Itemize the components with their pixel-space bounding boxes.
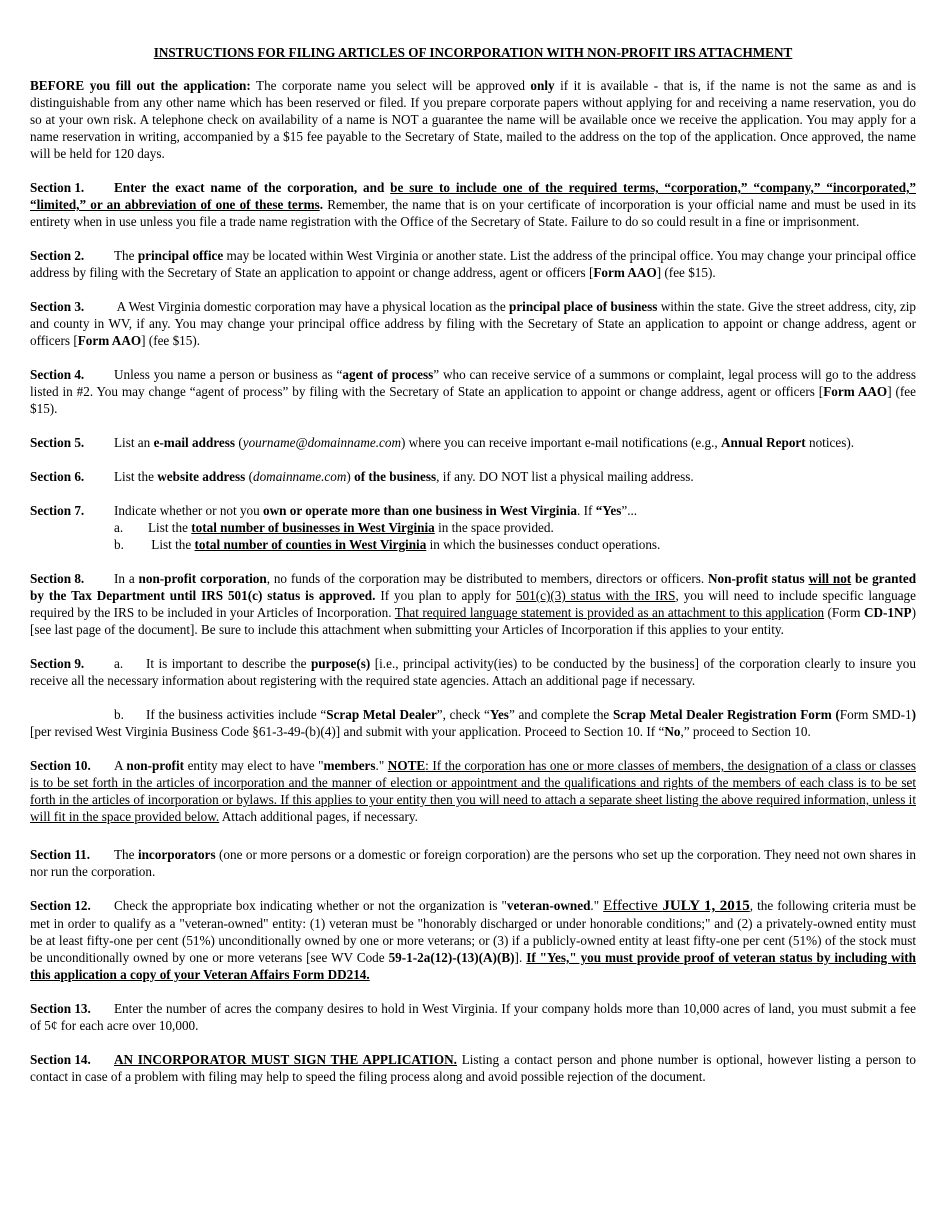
section-5-text-2: ) where you can receive important e-mail notifications (e.g., bbox=[400, 435, 722, 450]
section-10-text: A bbox=[114, 758, 127, 773]
section-13-label: Section 13. bbox=[30, 1001, 91, 1016]
section-12-bracket: ]. bbox=[514, 950, 527, 965]
section-11-label: Section 11. bbox=[30, 847, 91, 862]
section-8-label: Section 8. bbox=[30, 571, 85, 586]
section-6-of-business: of the business bbox=[354, 469, 437, 484]
section-9-b-text-2: [per revised West Virginia Business Code §61-3-49-(b)(4)] and submit with your application. Proceed to Section 10. If “ bbox=[30, 724, 665, 739]
section-6-text: List the bbox=[114, 469, 158, 484]
section-1-label: Section 1. bbox=[30, 180, 85, 195]
section-7-b-total-counties: total number of counties in West Virginia bbox=[194, 537, 427, 552]
section-5-annual-report: Annual Report bbox=[721, 435, 806, 450]
section-3-fee: ] (fee $15). bbox=[141, 333, 201, 348]
section-8-will-not: will not bbox=[808, 571, 852, 586]
section-1-bold: Enter the exact name of the corporation, and bbox=[114, 180, 391, 195]
section-9-a-text: It is important to describe the bbox=[146, 656, 311, 671]
section-4-fee: ] (fee $15). bbox=[30, 384, 916, 416]
page-title: INSTRUCTIONS FOR FILING ARTICLES OF INCORPORATION WITH NON-PROFIT IRS ATTACHMENT bbox=[153, 45, 793, 60]
section-9-b-text: If the business activities include “ bbox=[146, 707, 327, 722]
section-9-a-text-2: [i.e., principal activity(ies) to be conducted by the business] of the corporation clearly to insure you receive all the necessary information about registering with the required state agencies. Attach an additional page if necessary. bbox=[30, 656, 916, 688]
section-14-text: Listing a contact person and phone number is optional, however listing a person to contact in case of a problem with filing may help to speed the filing process along and avoid possible rejection of the document. bbox=[30, 1052, 917, 1084]
section-10-text-2: entity may elect to have " bbox=[184, 758, 324, 773]
section-9-b-paren: ) bbox=[911, 707, 916, 722]
section-1-text: Remember, the name that is on your certificate of incorporation is your official name and must be used in its entirety when in use unless you file a trade name registration with the Office of the Secretary of State. Failure to do so could result in a fine or imprisonment. bbox=[30, 197, 916, 229]
section-10-label: Section 10. bbox=[30, 758, 91, 773]
section-7-text: Indicate whether or not you bbox=[114, 503, 264, 518]
section-13 bbox=[30, 1000, 916, 1034]
section-5-text: List an bbox=[114, 435, 154, 450]
section-10 bbox=[30, 757, 916, 825]
section-9-b-complete: ” and complete the bbox=[508, 707, 613, 722]
section-4-label: Section 4. bbox=[30, 367, 85, 382]
section-8-non-profit: non-profit corporation bbox=[138, 571, 267, 586]
section-7-a-text: List the bbox=[148, 520, 192, 535]
intro-text: The corporate name you select will be approved bbox=[250, 78, 531, 93]
section-7-item-a bbox=[30, 519, 916, 536]
section-10-non-profit: non-profit bbox=[126, 758, 185, 773]
section-2-label: Section 2. bbox=[30, 248, 85, 263]
section-2-fee: ] (fee $15). bbox=[656, 265, 716, 280]
section-3-principal-place: principal place of business bbox=[508, 299, 658, 314]
section-10-quote: ." bbox=[375, 758, 388, 773]
section-8-status: Non-profit status bbox=[708, 571, 809, 586]
section-11-text: The bbox=[114, 847, 138, 862]
section-8-501c3: 501(c)(3) status with the IRS bbox=[515, 588, 676, 603]
section-6-paren-close: ) bbox=[346, 469, 355, 484]
section-8-text-3: If you plan to apply for bbox=[375, 588, 516, 603]
section-8 bbox=[30, 570, 916, 638]
section-7-a-text-2: in the space provided. bbox=[434, 520, 554, 535]
section-1-required-terms: be sure to include one of the required terms, “corporation,” “company,” “incorporated,” “limited,” or an abbreviation of one of these terms bbox=[30, 180, 917, 212]
section-9-b-label: b. bbox=[114, 707, 124, 722]
section-2-form-aao: Form AAO bbox=[593, 265, 657, 280]
section-6 bbox=[30, 468, 916, 485]
section-12-effective: Effective bbox=[603, 898, 663, 914]
section-9-b-check: ”, check “ bbox=[436, 707, 490, 722]
section-7-more-than-one: own or operate more than one business in West Virginia bbox=[263, 503, 578, 518]
section-7-a-total-businesses: total number of businesses in West Virginia bbox=[191, 520, 435, 535]
section-4-form-aao: Form AAO bbox=[823, 384, 888, 399]
section-5-paren: ( bbox=[235, 435, 243, 450]
section-8-text-2: , no funds of the corporation may be distributed to members, directors or officers. bbox=[266, 571, 709, 586]
section-8-form: (Form bbox=[824, 605, 864, 620]
section-7-if: . If bbox=[577, 503, 596, 518]
section-5-email: e-mail address bbox=[153, 435, 236, 450]
section-7 bbox=[30, 502, 916, 553]
section-8-attachment-note: That required language statement is provided as an attachment to this application bbox=[394, 605, 825, 620]
section-12-wv-code: 59-1-2a(12)-(13)(A)(B) bbox=[388, 950, 515, 965]
section-7-ellipsis: ”... bbox=[621, 503, 638, 518]
document-page bbox=[30, 44, 916, 1102]
section-9b bbox=[30, 706, 916, 740]
section-9-a-label: a. bbox=[114, 656, 124, 671]
section-9-b-text-3: ,” proceed to Section 10. bbox=[680, 724, 811, 739]
section-14-must-sign: AN INCORPORATOR MUST SIGN THE APPLICATION. bbox=[114, 1052, 457, 1067]
section-7-a-label: a. bbox=[114, 520, 124, 535]
section-10-members: members bbox=[323, 758, 376, 773]
intro-lead: BEFORE you fill out the application: bbox=[30, 78, 251, 93]
section-4 bbox=[30, 366, 916, 417]
intro-only: only bbox=[530, 78, 555, 93]
section-3-text: A West Virginia domestic corporation may have a physical location as the bbox=[114, 299, 509, 314]
section-9-b-no: No bbox=[664, 724, 681, 739]
section-10-note-text: : If the corporation has one or more classes of members, the designation of a class or classes is to be set forth in the articles of incorporation and the manner of election or appointment and the qualifications and rights of the members of each class is to be set forth in the articles of incorporation or bylaws. If this applies to your entity then you will need to attach a separate sheet listing the above required information, unless it will fit in the space provided below. bbox=[30, 758, 916, 824]
section-10-text-3: Attach additional pages, if necessary. bbox=[219, 809, 418, 824]
section-10-note: NOTE bbox=[387, 758, 426, 773]
section-3-text-2: within the state. Give the street address, city, zip and county in WV, if any. You may change your principal office address by filing with the Secretary of State an application to appoint or change address, agent or officers [ bbox=[30, 299, 916, 348]
section-4-agent-of-process: agent of process bbox=[342, 367, 434, 382]
section-9-b-form-smd1: Form SMD-1 bbox=[839, 707, 912, 722]
section-5-text-3: notices). bbox=[805, 435, 855, 450]
section-2-text-2: may be located within West Virginia or another state. List the address of the principal office. You may change your principal office address by filing with the Secretary of State an application to appoint or change address, agent or officers [ bbox=[30, 248, 916, 280]
section-7-item-b bbox=[30, 536, 916, 553]
section-2-text: The bbox=[114, 248, 138, 263]
section-9-a-purpose: purpose(s) bbox=[310, 656, 371, 671]
section-12 bbox=[30, 897, 916, 983]
section-13-text: Enter the number of acres the company desires to hold in West Virginia. If your company holds more than 10,000 acres of land, you must submit a fee of 5¢ for each acre over 10,000. bbox=[30, 1001, 916, 1033]
section-9-label: Section 9. bbox=[30, 656, 85, 671]
section-2-principal-office: principal office bbox=[137, 248, 224, 263]
section-8-cd-1np: CD-1NP bbox=[863, 605, 912, 620]
section-11-text-2: (one or more persons or a domestic or foreign corporation) are the persons who set up the corporation. They need not own shares in nor run the corporation. bbox=[30, 847, 916, 879]
section-4-text-2: ” who can receive service of a summons or complaint, legal process will go to the address listed in #2. You may change “agent of process” by filing with the Secretary of State an application to appoint or change address, agent or officers [ bbox=[30, 367, 916, 399]
section-7-yes: “Yes bbox=[595, 503, 622, 518]
section-4-text: Unless you name a person or business as “ bbox=[114, 367, 343, 382]
section-9-b-scrap-metal: Scrap Metal Dealer bbox=[326, 707, 437, 722]
section-8-text-5: ) [see last page of the document]. Be sure to include this attachment when submitting your Articles of Incorporation if this applies to your entity. bbox=[30, 605, 917, 637]
section-12-label: Section 12. bbox=[30, 898, 91, 913]
intro-text-2: if it is available - that is, if the name is not the same as and is distinguishable from any other name which has been reserved or filed. If you prepare corporate papers without applying for and receiving a name reservation, you do so at your own risk. A telephone check on availability of a name is NOT a guarantee the name will be available once we receive the application. You may apply for a name reservation in writing, accompanied by a $15 fee payable to the Secretary of State, mailed to the address on the top of the application. Once approved, the name will be held for 120 days. bbox=[30, 78, 916, 161]
section-12-proof-note: If "Yes," you must provide proof of veteran status by including with this application a copy of your Veteran Affairs Form DD214. bbox=[30, 950, 916, 982]
section-2 bbox=[30, 247, 916, 281]
section-5-email-example: yourname@domainname.com bbox=[242, 435, 401, 450]
section-6-text-2: , if any. DO NOT list a physical mailing address. bbox=[436, 469, 694, 484]
section-9-b-form-title: Scrap Metal Dealer Registration Form ( bbox=[612, 707, 840, 722]
section-3-form-aao: Form AAO bbox=[77, 333, 142, 348]
section-8-text-4: , you will need to include specific language required by the IRS to be included in your Articles of Incorporation. bbox=[30, 588, 916, 620]
section-14-label: Section 14. bbox=[30, 1052, 91, 1067]
section-7-label: Section 7. bbox=[30, 503, 85, 518]
section-12-criteria: , the following criteria must be met in order to qualify as a "veteran-owned" entity: (1) veteran must be "honorably discharged or under honorable conditions;" and (2) a privately-owned entity must be at least fifty-one per cent (51%) unconditionally owned by one or more veterans; or (3) if a publicly-owned entity at least fifty-one per cent (51%) of the stock must be unconditionally owned by one or more veterans [see WV Code bbox=[30, 898, 917, 965]
section-8-text: In a bbox=[114, 571, 139, 586]
section-12-date: JULY 1, 2015 bbox=[662, 898, 750, 914]
section-3-label: Section 3. bbox=[30, 299, 85, 314]
section-12-text: Check the appropriate box indicating whether or not the organization is " bbox=[114, 898, 507, 913]
section-9-b-yes: Yes bbox=[489, 707, 509, 722]
section-5-label: Section 5. bbox=[30, 435, 85, 450]
section-7-b-label: b. bbox=[114, 537, 124, 552]
intro-paragraph bbox=[30, 77, 916, 162]
section-6-paren: ( bbox=[245, 469, 253, 484]
section-6-domain-example: domainname.com bbox=[252, 469, 347, 484]
section-6-label: Section 6. bbox=[30, 469, 85, 484]
section-11 bbox=[30, 846, 916, 880]
section-8-granted: be granted by the Tax Department until IRS 501(c) status is approved. bbox=[30, 571, 917, 603]
section-1-dot: . bbox=[319, 197, 324, 212]
section-1 bbox=[30, 179, 916, 230]
section-14 bbox=[30, 1051, 916, 1085]
section-3 bbox=[30, 298, 916, 349]
section-11-incorporators: incorporators bbox=[137, 847, 216, 862]
section-12-quote: ." bbox=[590, 898, 604, 913]
section-9a bbox=[30, 655, 916, 689]
section-7-b-text-2: in which the businesses conduct operations. bbox=[426, 537, 661, 552]
section-7-b-text: List the bbox=[148, 537, 195, 552]
section-12-veteran-owned: veteran-owned bbox=[506, 898, 591, 913]
section-6-website: website address bbox=[157, 469, 246, 484]
section-5 bbox=[30, 434, 916, 451]
